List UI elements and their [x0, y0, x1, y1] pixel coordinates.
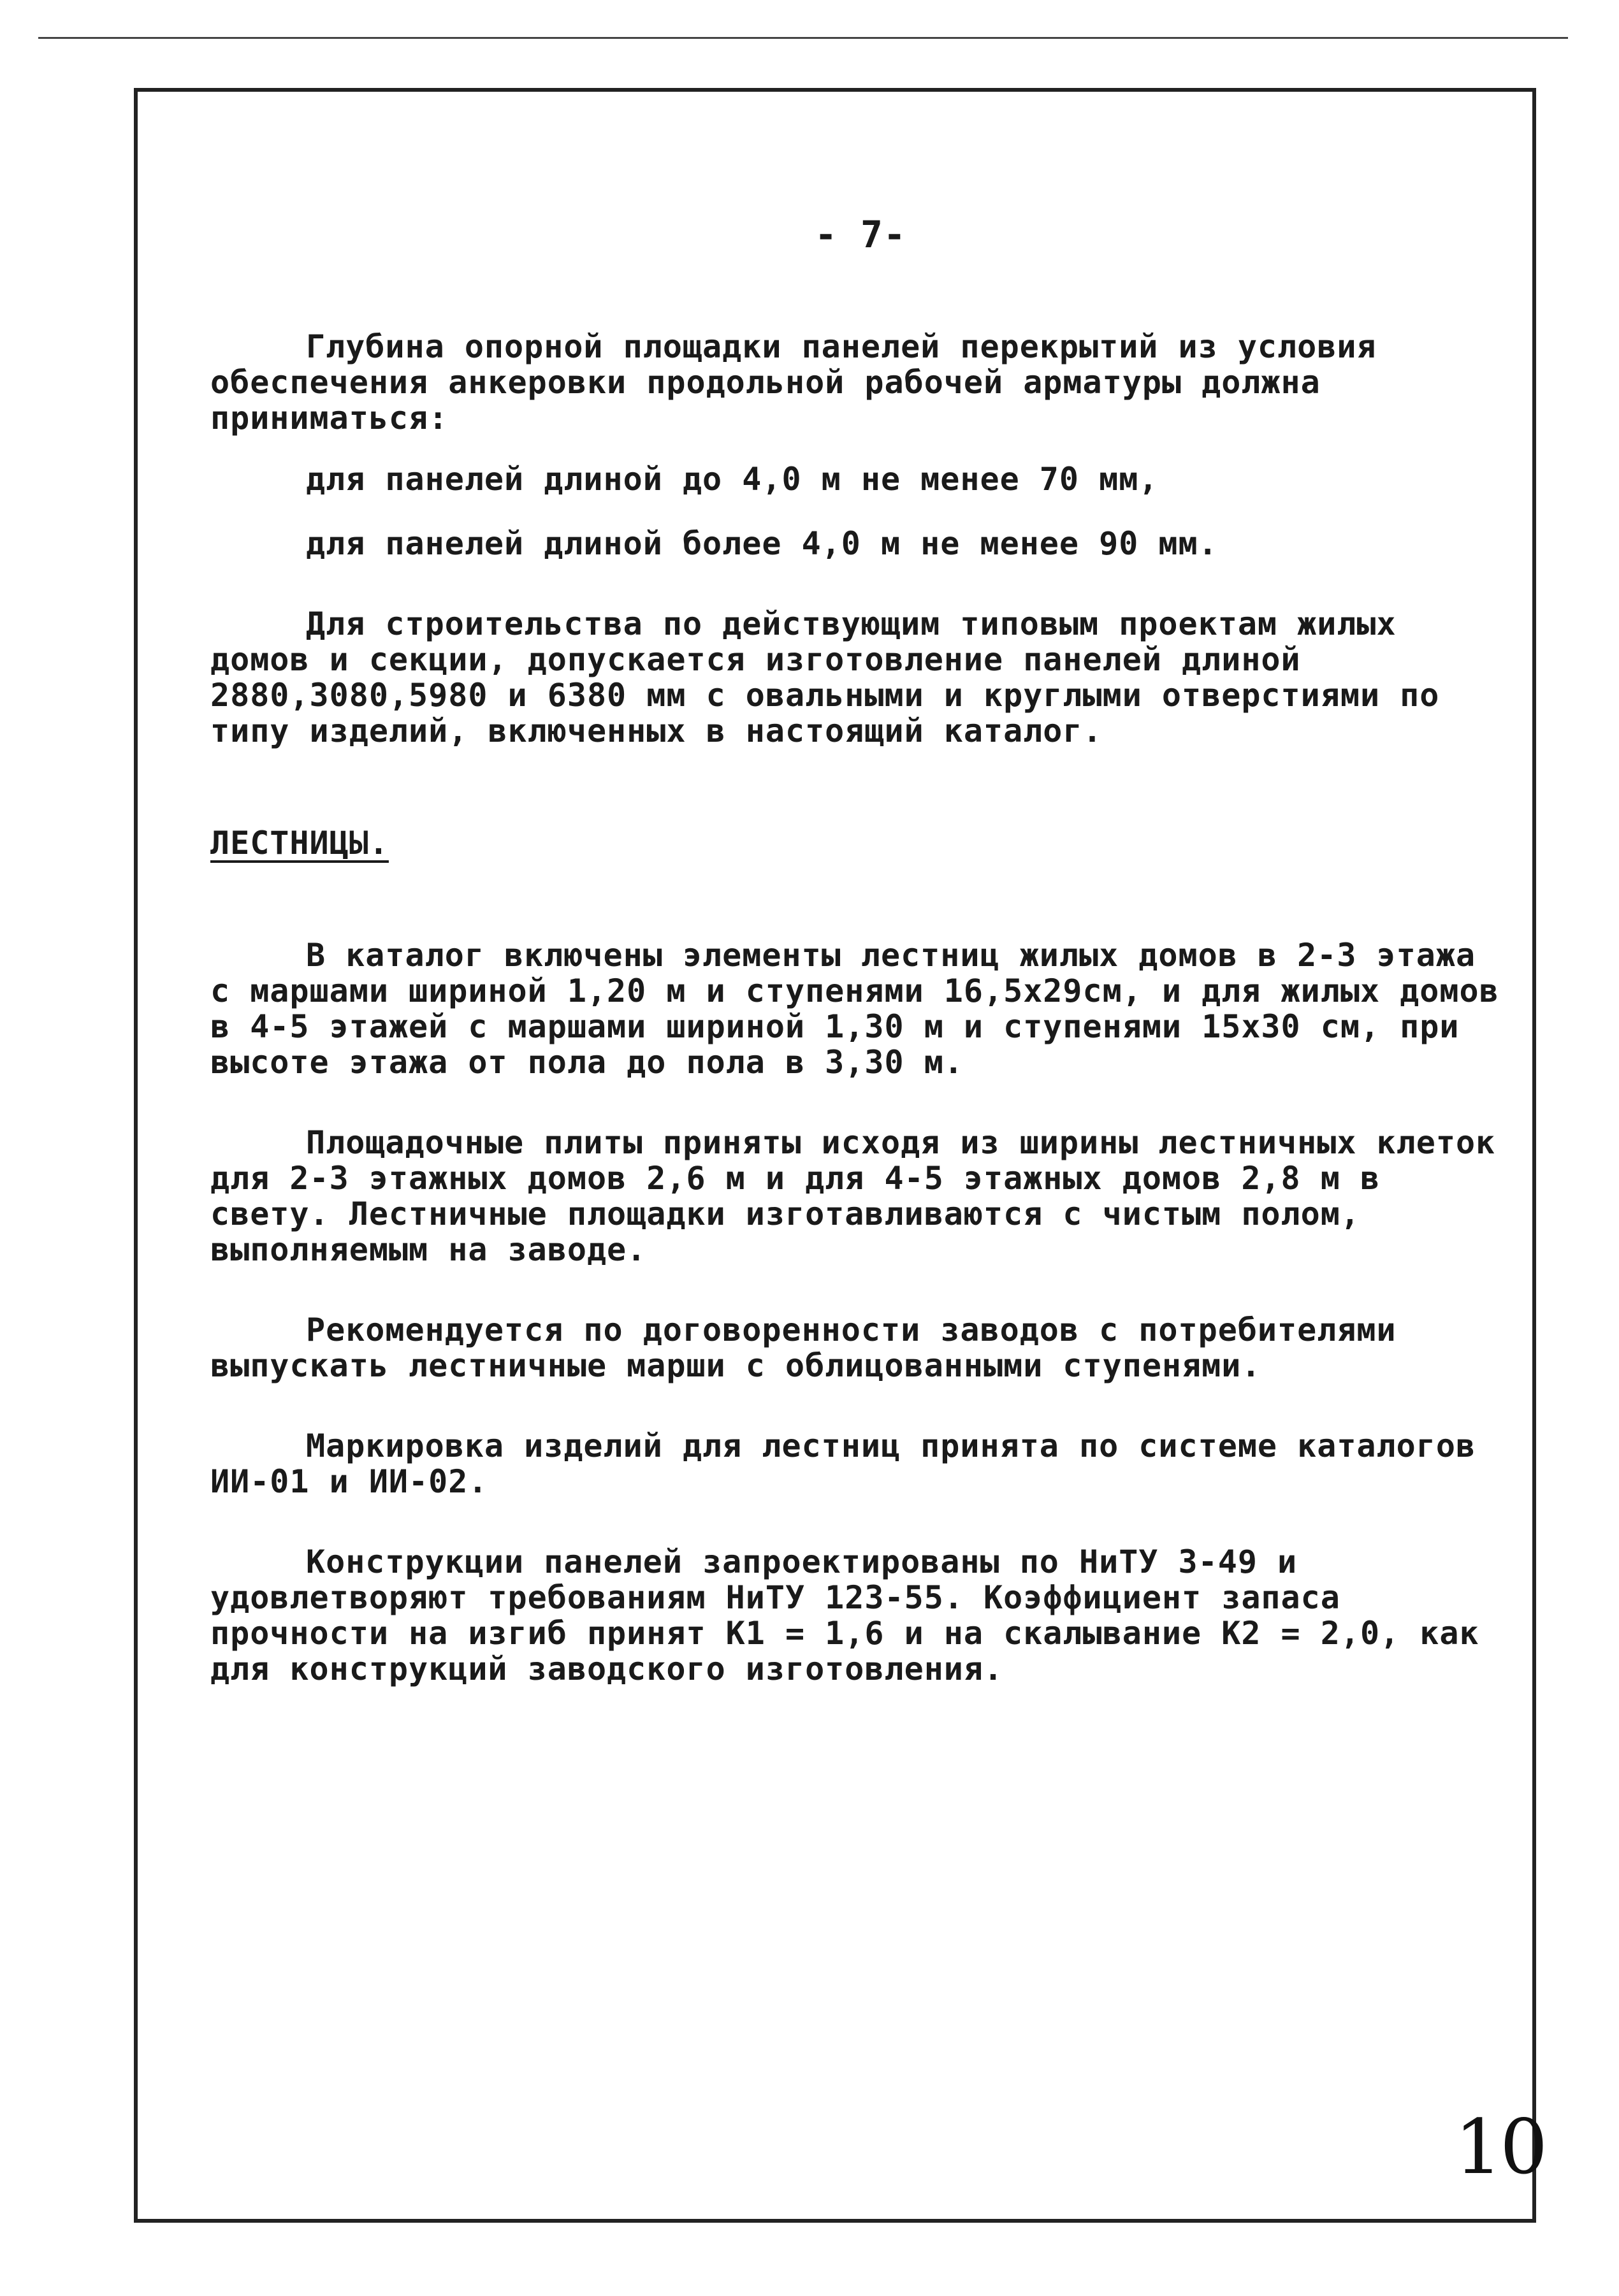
paragraph-support-depth: Глубина опорной площадки панелей перекрытий из условия обеспечения анкеровки продольной рабочей арматуры должна приниматься: [210, 328, 1377, 437]
paragraph-stair-elements: В каталог включены элементы лестниц жилых домов в 2-3 этажа с маршами шириной 1,20 м и ступенями 16,5х29см, и для жилых домов в 4-5 этажей с маршами шириной 1,30 м и ступенями 15х30 см, при высоте этажа от пола до пола в 3,30 м. [210, 937, 1499, 1081]
paragraph-recommendation: Рекомендуется по договоренности заводов с потребителями выпускать лестничные марши с облицованными ступенями. [210, 1311, 1397, 1384]
list-item-long-panels: для панелей длиной более 4,0 м не менее 90 мм. [306, 525, 1218, 562]
paragraph-design-standards: Конструкции панелей запроектированы по НиТУ 3-49 и удовлетворяют требованиям НиТУ 123-55. Коэффициент запаса прочности на изгиб принят К1 = 1,6 и на скалывание К2 = 2,0, как для конструкций заводского изготовления. [210, 1543, 1479, 1687]
paragraph-marking: Маркировка изделий для лестниц принята по системе каталогов ИИ-01 и ИИ-02. [210, 1427, 1476, 1500]
paragraph-landing-slabs: Площадочные плиты приняты исходя из ширины лестничных клеток для 2-3 этажных домов 2,6 м и для 4-5 этажных домов 2,8 м в свету. Лестничные площадки изготавливаются с чистым полом, выполняемым на заводе. [210, 1124, 1496, 1268]
list-item-short-panels: для панелей длиной до 4,0 м не менее 70 мм, [306, 461, 1159, 498]
document-body [210, 213, 1511, 1731]
section-title-stairs: ЛЕСТНИЦЫ. [210, 825, 389, 862]
page-number: - 7- [815, 213, 906, 256]
top-rule [38, 37, 1568, 39]
paragraph-typical-projects: Для строительства по действующим типовым проектам жилых домов и секции, допускается изготовление панелей длиной 2880,3080,5980 и 6380 мм с овальными и круглыми отверстиями по типу изделий, включенных в настоящий каталог. [210, 605, 1440, 749]
sheet-number: 10 [1455, 2103, 1546, 2191]
